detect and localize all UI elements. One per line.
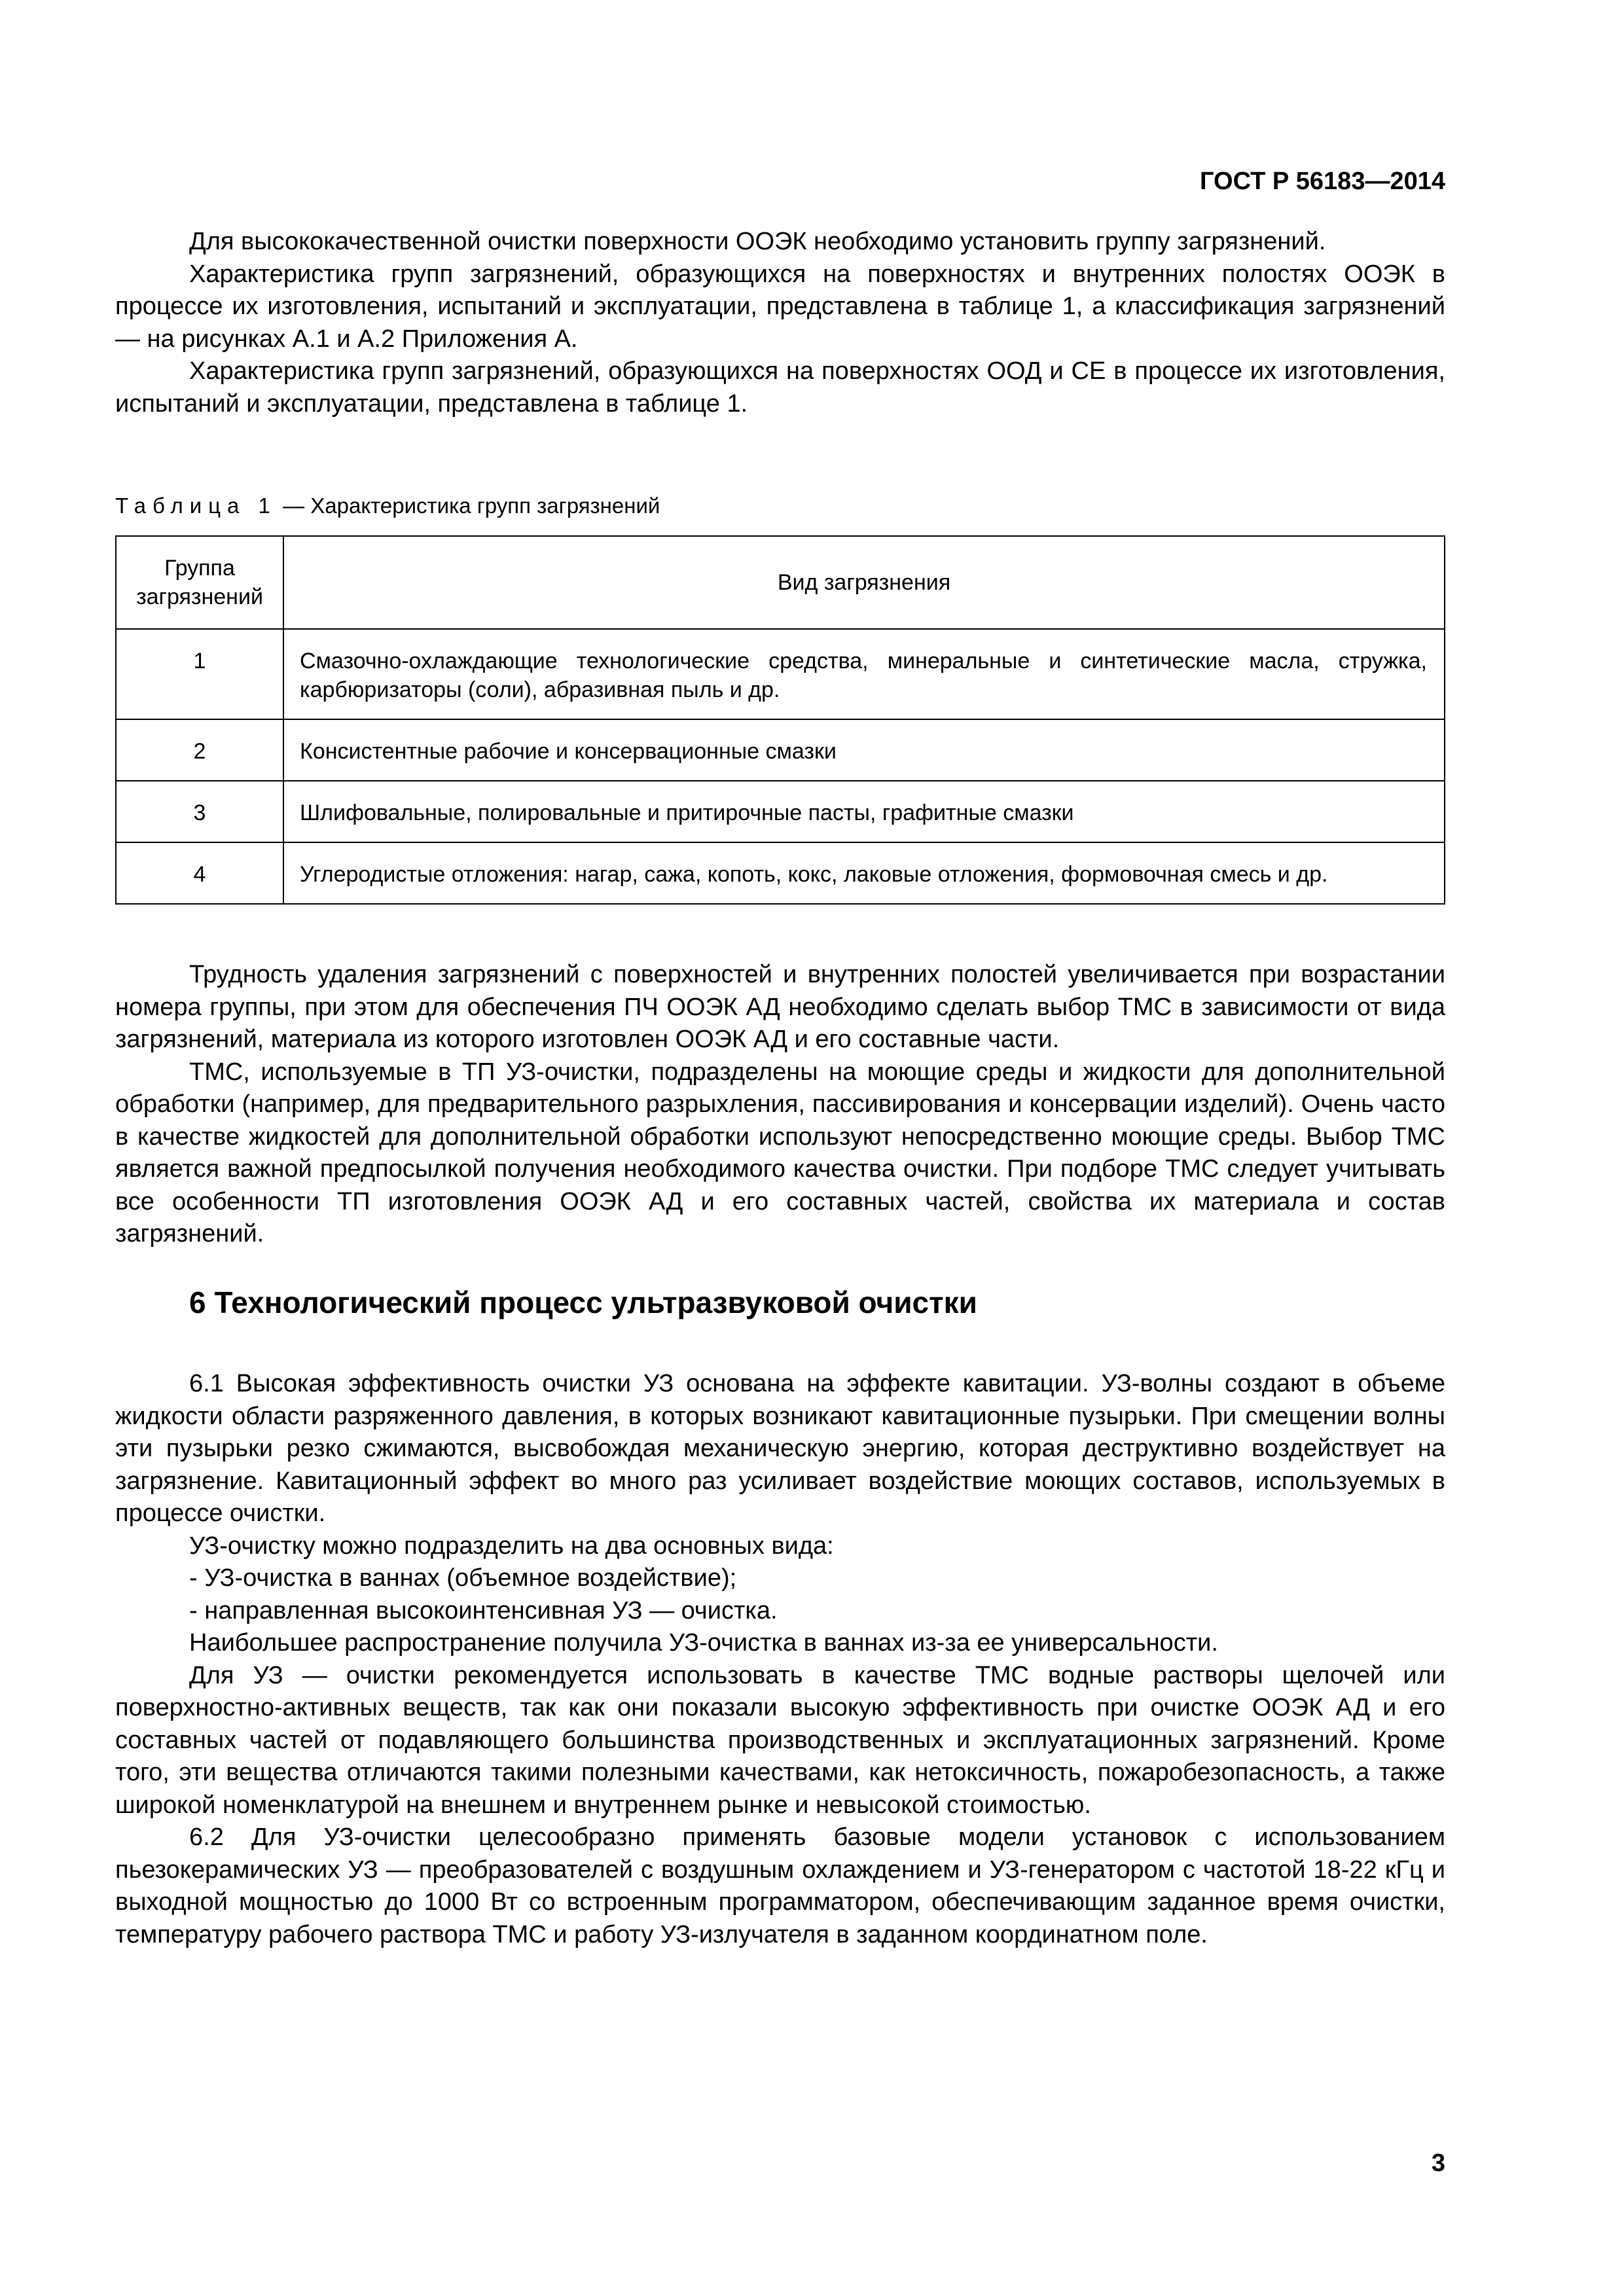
list-item: - УЗ-очистка в ваннах (объемное воздействие); <box>189 1564 737 1592</box>
paragraph: Наибольшее распространение получила УЗ-очистка в ваннах из-за ее универсальности. <box>189 1629 1218 1657</box>
after-table-text <box>115 959 1445 1251</box>
page-number: 3 <box>1431 2149 1445 2177</box>
table-caption <box>115 492 660 520</box>
table-caption-text: — Характеристика групп загрязнений <box>276 493 660 518</box>
list-item: - направленная высокоинтенсивная УЗ — очистка. <box>189 1596 778 1624</box>
document-standard-id: ГОСТ Р 56183—2014 <box>1200 168 1445 195</box>
paragraph: Характеристика групп загрязнений, образующихся на поверхностях ООД и СЕ в процессе их изготовления, испытаний и эксплуатации, представлена в таблице 1. <box>115 357 1445 418</box>
paragraph: ТМС, используемые в ТП УЗ-очистки, подразделены на моющие среды и жидкости для дополнительной обработки (например, для предварительного разрыхления, пассивирования и консервации изделий). Очень часто в качестве жидкостей для дополнительной обработки используют непосредственно моющие среды. Выбор ТМС является важной предпосылкой получения необходимого качества очистки. При подборе ТМС следует учитывать все особенности ТП изготовления ООЭК АД и его составных частей, свойства их материала и состав загрязнений. <box>115 1058 1445 1247</box>
contamination-groups-table <box>115 535 1445 905</box>
contamination-type: Шлифовальные, полировальные и притирочные пасты, графитные смазки <box>283 781 1445 842</box>
paragraph: Характеристика групп загрязнений, образующихся на поверхностях и внутренних полостях ООЭК в процессе их изготовления, испытаний и эксплуатации, представлена в таблице 1, а классификация загрязнений — на рисунках А.1 и А.2 Приложения А. <box>115 260 1445 353</box>
group-number: 1 <box>116 629 283 719</box>
paragraph: УЗ-очистку можно подразделить на два основных вида: <box>189 1532 834 1560</box>
table-header-row <box>116 536 1445 629</box>
group-number: 3 <box>116 781 283 842</box>
section-body <box>115 1368 1445 1951</box>
group-number: 2 <box>116 719 283 781</box>
table-row <box>116 629 1445 719</box>
group-number: 4 <box>116 842 283 904</box>
paragraph: Для УЗ — очистки рекомендуется использовать в качестве ТМС водные растворы щелочей или поверхностно-активных веществ, так как они показали высокую эффективность при очистке ООЭК АД и его составных частей от подавляющего большинства производственных и эксплуатационных загрязнений. Кроме того, эти вещества отличаются такими полезными качествами, как нетоксичность, пожаробезопасность, а также широкой номенклатурой на внешнем и внутреннем рынке и невысокой стоимостью. <box>115 1661 1445 1819</box>
table-row <box>116 719 1445 781</box>
paragraph: Трудность удаления загрязнений с поверхностей и внутренних полостей увеличивается при возрастании номера группы, при этом для обеспечения ПЧ ООЭК АД необходимо сделать выбор ТМС в зависимости от вида загрязнений, материала из которого изготовлен ООЭК АД и его составные части. <box>115 961 1445 1053</box>
contamination-type: Смазочно-охлаждающие технологические средства, минеральные и синтетические масла, стружка, карбюризаторы (соли), абразивная пыль и др. <box>283 629 1445 719</box>
paragraph: 6.2 Для УЗ-очистки целесообразно применять базовые модели установок с использованием пьезокерамических УЗ — преобразователей с воздушным охлаждением и УЗ-генератором с частотой 18-22 кГц и выходной мощностью до 1000 Вт со встроенным программатором, обеспечивающим заданное время очистки, температуру рабочего раствора ТМС и работу УЗ-излучателя в заданном координатном поле. <box>115 1823 1445 1948</box>
intro-text <box>115 226 1445 420</box>
paragraph: 6.1 Высокая эффективность очистки УЗ основана на эффекте кавитации. УЗ-волны создают в объеме жидкости области разряженного давления, в которых возникают кавитационные пузырьки. При смещении волны эти пузырьки резко сжимаются, высвобождая механическую энергию, которая деструктивно воздействует на загрязнение. Кавитационный эффект во много раз усиливает воздействие моющих составов, используемых в процессе очистки. <box>115 1370 1445 1527</box>
paragraph: Для высококачественной очистки поверхности ООЭК необходимо установить группу загрязнений. <box>189 228 1326 255</box>
header-group: Группа загрязнений <box>116 536 283 629</box>
table-row <box>116 842 1445 904</box>
table-caption-label: Таблица 1 <box>115 493 277 518</box>
contamination-type: Углеродистые отложения: нагар, сажа, копоть, кокс, лаковые отложения, формовочная смесь и др. <box>283 842 1445 904</box>
contamination-type: Консистентные рабочие и консервационные смазки <box>283 719 1445 781</box>
section-heading: 6 Технологический процесс ультразвуковой очистки <box>189 1285 977 1319</box>
table-row <box>116 781 1445 842</box>
header-type: Вид загрязнения <box>283 536 1445 629</box>
